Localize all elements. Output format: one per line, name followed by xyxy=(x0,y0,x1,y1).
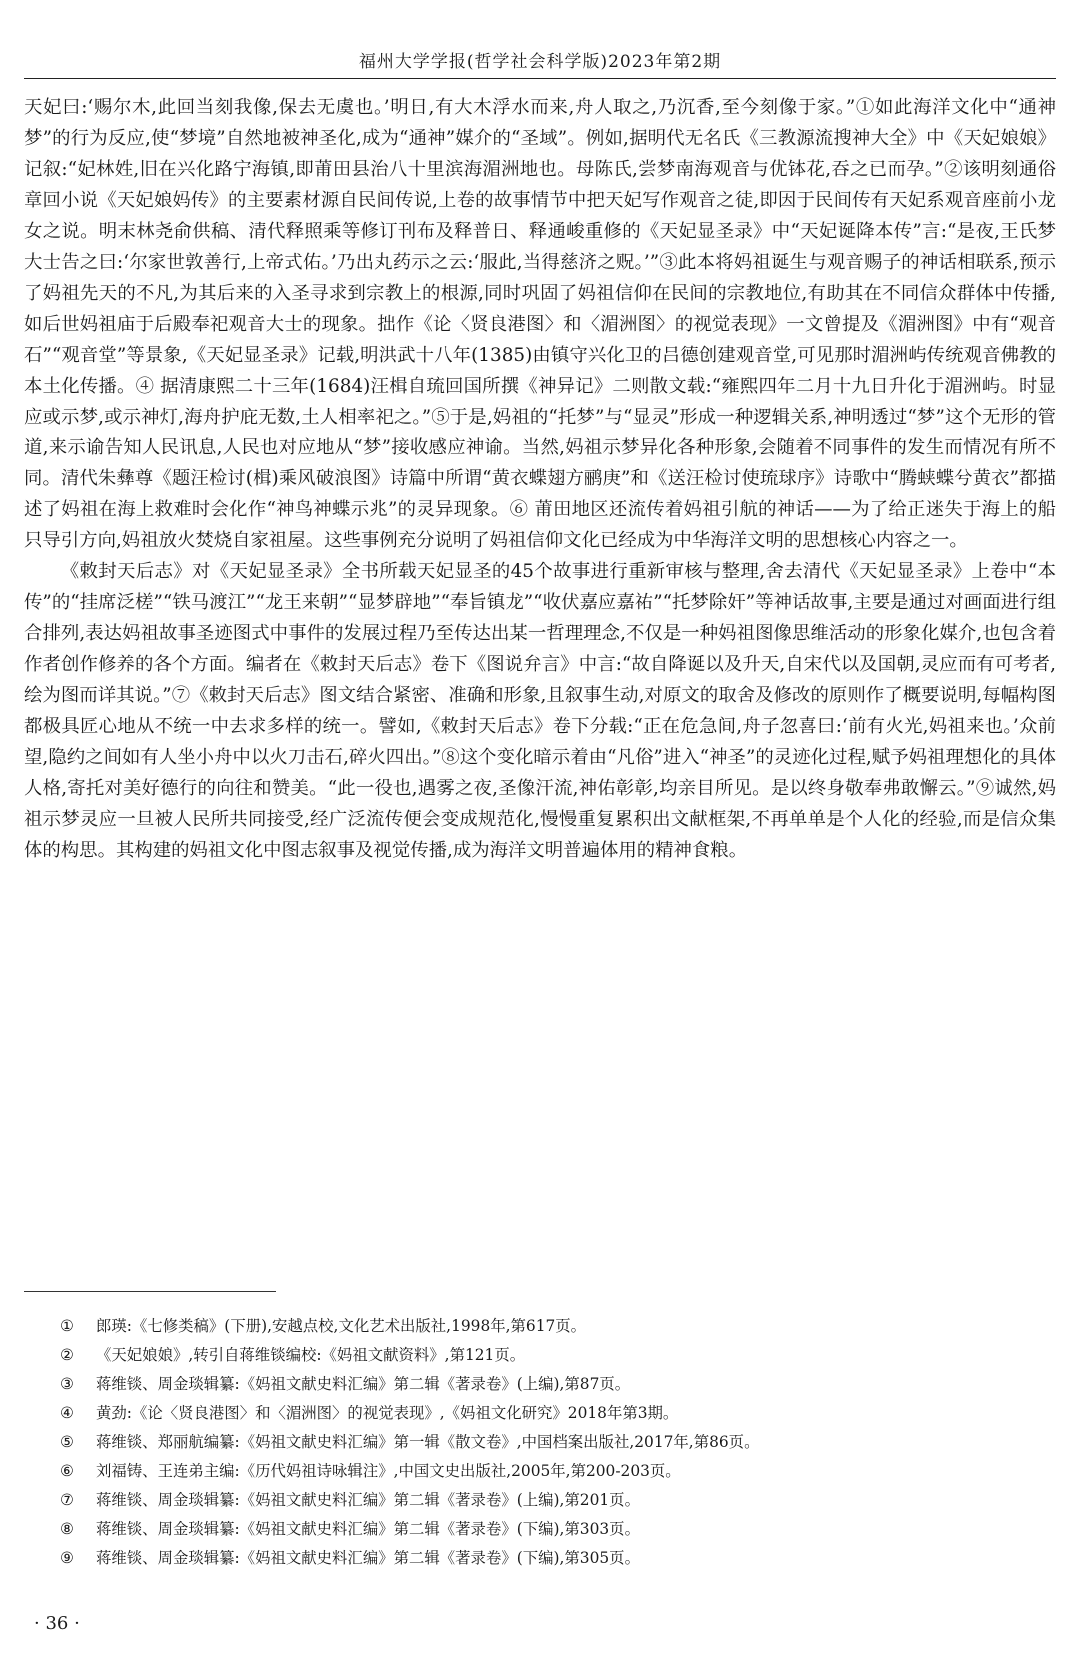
footnote-item xyxy=(60,1312,1040,1341)
footnote-text: 黄劲:《论〈贤良港图〉和〈湄洲图〉的视觉表现》,《妈祖文化研究》2018年第3期。 xyxy=(96,1404,679,1422)
footnote-marker: ⑨ xyxy=(60,1549,74,1567)
footnote-text: 《天妃娘娘》,转引自蒋维锬编校:《妈祖文献资料》,第121页。 xyxy=(96,1346,526,1364)
footnote-text: 蒋维锬、周金琰辑纂:《妈祖文献史料汇编》第二辑《著录卷》(下编),第305页。 xyxy=(96,1549,640,1567)
footnote-text: 蒋维锬、郑丽航编纂:《妈祖文献史料汇编》第一辑《散文卷》,中国档案出版社,2017年,第86页。 xyxy=(96,1433,760,1451)
footnote-item xyxy=(60,1399,1040,1428)
article-body xyxy=(24,93,1056,867)
footnote-item xyxy=(60,1341,1040,1370)
footnote-item xyxy=(60,1457,1040,1486)
footnote-marker: ⑦ xyxy=(60,1491,74,1509)
footnote-list xyxy=(60,1312,1040,1573)
footnote-marker: ④ xyxy=(60,1404,74,1422)
footnote-text: 蒋维锬、周金琰辑纂:《妈祖文献史料汇编》第二辑《著录卷》(下编),第303页。 xyxy=(96,1520,640,1538)
footnote-item xyxy=(60,1428,1040,1457)
footnote-text: 蒋维锬、周金琰辑纂:《妈祖文献史料汇编》第二辑《著录卷》(上编),第87页。 xyxy=(96,1375,631,1393)
footnote-marker: ⑤ xyxy=(60,1433,74,1451)
footnote-marker: ① xyxy=(60,1317,74,1335)
body-paragraph: 天妃曰:‘赐尔木,此回当刻我像,保去无虞也。’明日,有大木浮水而来,舟人取之,乃沉香,至今刻像于家。”①如此海洋文化中“通神梦”的行为反应,使“梦境”自然地被神圣化,成为“通神”媒介的“圣域”。例如,据明代无名氏《三教源流搜神大全》中《天妃娘娘》记叙:“妃林姓,旧在兴化路宁海镇,即莆田县治八十里滨海湄洲地也。母陈氏,尝梦南海观音与优钵花,吞之已而孕。”②该明刻通俗章回小说《天妃娘妈传》的主要素材源自民间传说,上卷的故事情节中把天妃写作观音之徒,即因于民间传有天妃系观音座前小龙女之说。明末林尧俞供稿、清代释照乘等修订刊布及释普日、释通峻重修的《天妃显圣录》中“天妃诞降本传”言:“是夜,王氏梦大士告之曰:‘尔家世敦善行,上帝式佑。’乃出丸药示之云:‘服此,当得慈济之贶。’”③此本将妈祖诞生与观音赐子的神话相联系,预示了妈祖先天的不凡,为其后来的入圣寻求到宗教上的根源,同时巩固了妈祖信仰在民间的宗教地位,有助其在不同信众群体中传播,如后世妈祖庙于后殿奉祀观音大士的现象。拙作《论〈贤良港图〉和〈湄洲图〉的视觉表现》一文曾提及《湄洲图》中有“观音石”“观音堂”等景象,《天妃显圣录》记载,明洪武十八年(1385)由镇守兴化卫的吕德创建观音堂,可见那时湄洲屿传统观音佛教的本土化传播。④ 据清康熙二十三年(1684)汪楫自琉回国所撰《神异记》二则散文载:“雍熙四年二月十九日升化于湄洲屿。时显应或示梦,或示神灯,海舟护庇无数,土人相率祀之。”⑤于是,妈祖的“托梦”与“显灵”形成一种逻辑关系,神明透过“梦”这个无形的管道,来示谕告知人民讯息,人民也对应地从“梦”接收感应神谕。当然,妈祖示梦异化各种形象,会随着不同事件的发生而情况有所不同。清代朱彝尊《题汪检讨(楫)乘风破浪图》诗篇中所谓“黄衣蝶翅方鹂庚”和《送汪检讨使琉球序》诗歌中“腾蛱蝶兮黄衣”都描述了妈祖在海上救难时会化作“神鸟神蝶示兆”的灵异现象。⑥ 莆田地区还流传着妈祖引航的神话——为了给正迷失于海上的船只导引方向,妈祖放火焚烧自家祖屋。这些事例充分说明了妈祖信仰文化已经成为中华海洋文明的思想核心内容之一。 xyxy=(24,97,1056,552)
footnote-item xyxy=(60,1370,1040,1399)
footnote-text: 蒋维锬、周金琰辑纂:《妈祖文献史料汇编》第二辑《著录卷》(上编),第201页。 xyxy=(96,1491,640,1509)
footnote-marker: ⑧ xyxy=(60,1520,74,1538)
footnote-text: 刘福铸、王连弟主编:《历代妈祖诗咏辑注》,中国文史出版社,2005年,第200-203页。 xyxy=(96,1462,681,1480)
running-header: 福州大学学报(哲学社会科学版)2023年第2期 xyxy=(358,52,722,72)
body-paragraph: 《敕封天后志》对《天妃显圣录》全书所载天妃显圣的45个故事进行重新审核与整理,舍去清代《天妃显圣录》上卷中“本传”的“挂席泛槎”“铁马渡江”“龙王来朝”“显梦辟地”“奉旨镇龙”“收伏嘉应嘉祐”“托梦除奸”等神话故事,主要是通过对画面进行组合排列,表达妈祖故事圣迹图式中事件的发展过程乃至传达出某一哲理理念,不仅是一种妈祖图像思维活动的形象化媒介,也包含着作者创作修养的各个方面。编者在《敕封天后志》卷下《图说弁言》中言:“故自降诞以及升天,自宋代以及国朝,灵应而有可考者,绘为图而详其说。”⑦《敕封天后志》图文结合紧密、准确和形象,且叙事生动,对原文的取舍及修改的原则作了概要说明,每幅构图都极具匠心地从不统一中去求多样的统一。譬如,《敕封天后志》卷下分载:“正在危急间,舟子忽喜曰:‘前有火光,妈祖来也。’众前望,隐约之间如有人坐小舟中以火刀击石,碎火四出。”⑧这个变化暗示着由“凡俗”进入“神圣”的灵迹化过程,赋予妈祖理想化的具体人格,寄托对美好德行的向往和赞美。“此一役也,遇雾之夜,圣像汗流,神佑彰彰,均亲目所见。是以终身敬奉弗敢懈云。”⑨诚然,妈祖示梦灵应一旦被人民所共同接受,经广泛流传便会变成规范化,慢慢重复累积出文献框架,不再单单是个人化的经验,而是信众集体的构思。其构建的妈祖文化中图志叙事及视觉传播,成为海洋文明普遍体用的精神食粮。 xyxy=(24,561,1056,861)
footnote-text: 郎瑛:《七修类稿》(下册),安越点校,文化艺术出版社,1998年,第617页。 xyxy=(96,1317,587,1335)
footnote-item xyxy=(60,1486,1040,1515)
footnote-separator xyxy=(24,1291,276,1292)
page-number: · 36 · xyxy=(34,1613,80,1634)
footnote-item xyxy=(60,1515,1040,1544)
footnote-marker: ⑥ xyxy=(60,1462,74,1480)
footnote-marker: ② xyxy=(60,1346,74,1364)
journal-page xyxy=(24,0,1056,1674)
header-rule xyxy=(24,78,1056,79)
footnote-marker: ③ xyxy=(60,1375,74,1393)
footnote-item xyxy=(60,1544,1040,1573)
